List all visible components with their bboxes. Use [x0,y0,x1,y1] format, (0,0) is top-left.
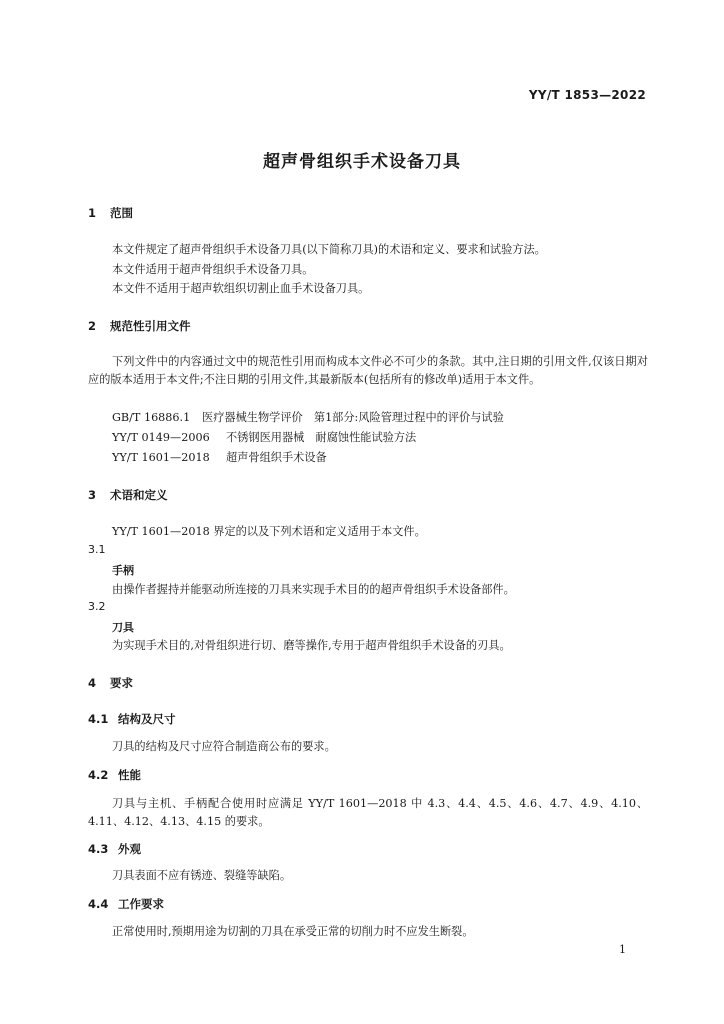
term-name: 刀具 [112,621,134,634]
term-number: 3.2 [88,600,106,613]
subsection-heading [88,711,176,727]
paragraph: 刀具表面不应有锈迹、裂缝等缺陷。 [112,869,292,882]
standard-number: YY/T 1853—2022 [528,88,646,102]
reference-name: 不锈钢医用器械 耐腐蚀性能试验方法 [226,431,417,444]
subsection-title: 工作要求 [118,897,164,911]
reference-item [112,429,416,445]
section-number: 4 [88,676,97,690]
section-number: 3 [88,488,97,502]
section-4-heading [88,675,133,691]
subsection-heading [88,896,164,912]
page-number: 1 [619,943,626,956]
subsection-number: 4.3 [88,842,109,856]
section-number: 1 [88,206,97,220]
reference-item [112,449,327,465]
paragraph: 刀具的结构及尺寸应符合制造商公布的要求。 [112,740,336,753]
subsection-number: 4.4 [88,897,109,911]
subsection-title: 结构及尺寸 [118,712,176,726]
paragraph: 本文件不适用于超声软组织切割止血手术设备刀具。 [112,282,370,295]
subsection-heading [88,767,141,783]
section-title: 要求 [110,676,133,690]
term-definition: 由操作者握持并能驱动所连接的刀具来实现手术目的的超声骨组织手术设备部件。 [112,583,515,596]
term-number: 3.1 [88,543,106,556]
subsection-number: 4.2 [88,768,109,782]
reference-name: 医疗器械生物学评价 第1部分:风险管理过程中的评价与试验 [202,411,504,424]
term-definition: 为实现手术目的,对骨组织进行切、磨等操作,专用于超声骨组织手术设备的刃具。 [112,639,511,652]
paragraph: YY/T 1601—2018 界定的以及下列术语和定义适用于本文件。 [112,525,426,538]
term-name: 手柄 [112,564,134,577]
section-3-heading [88,487,168,503]
section-1-heading [88,205,133,221]
document-title: 超声骨组织手术设备刀具 [263,152,461,172]
section-2-heading [88,318,191,334]
section-title: 术语和定义 [110,488,168,502]
paragraph: 本文件适用于超声骨组织手术设备刀具。 [112,263,314,276]
subsection-heading [88,841,141,857]
subsection-title: 外观 [118,842,141,856]
subsection-title: 性能 [118,768,141,782]
section-title: 规范性引用文件 [110,319,191,333]
paragraph: 下列文件中的内容通过文中的规范性引用而构成本文件必不可少的条款。其中,注日期的引用文件,仅该日期对应的版本适用于本文件;不注日期的引用文件,其最新版本(包括所有的修改单)适用于本文件。 [88,355,648,386]
subsection-number: 4.1 [88,712,109,726]
reference-code: YY/T 1601—2018 [112,451,210,464]
paragraph: 本文件规定了超声骨组织手术设备刀具(以下简称刀具)的术语和定义、要求和试验方法。 [112,243,546,256]
paragraph: 刀具与主机、手柄配合使用时应满足 YY/T 1601—2018 中 4.3、4.4、4.5、4.6、4.7、4.9、4.10、4.11、4.12、4.13、4.15 的要求。 [88,797,648,828]
section-number: 2 [88,319,97,333]
reference-code: YY/T 0149—2006 [112,431,210,444]
reference-code: GB/T 16886.1 [112,411,191,424]
reference-name: 超声骨组织手术设备 [226,451,327,464]
reference-item [112,409,504,425]
paragraph: 正常使用时,预期用途为切割的刀具在承受正常的切削力时不应发生断裂。 [112,925,474,938]
section-title: 范围 [110,206,133,220]
